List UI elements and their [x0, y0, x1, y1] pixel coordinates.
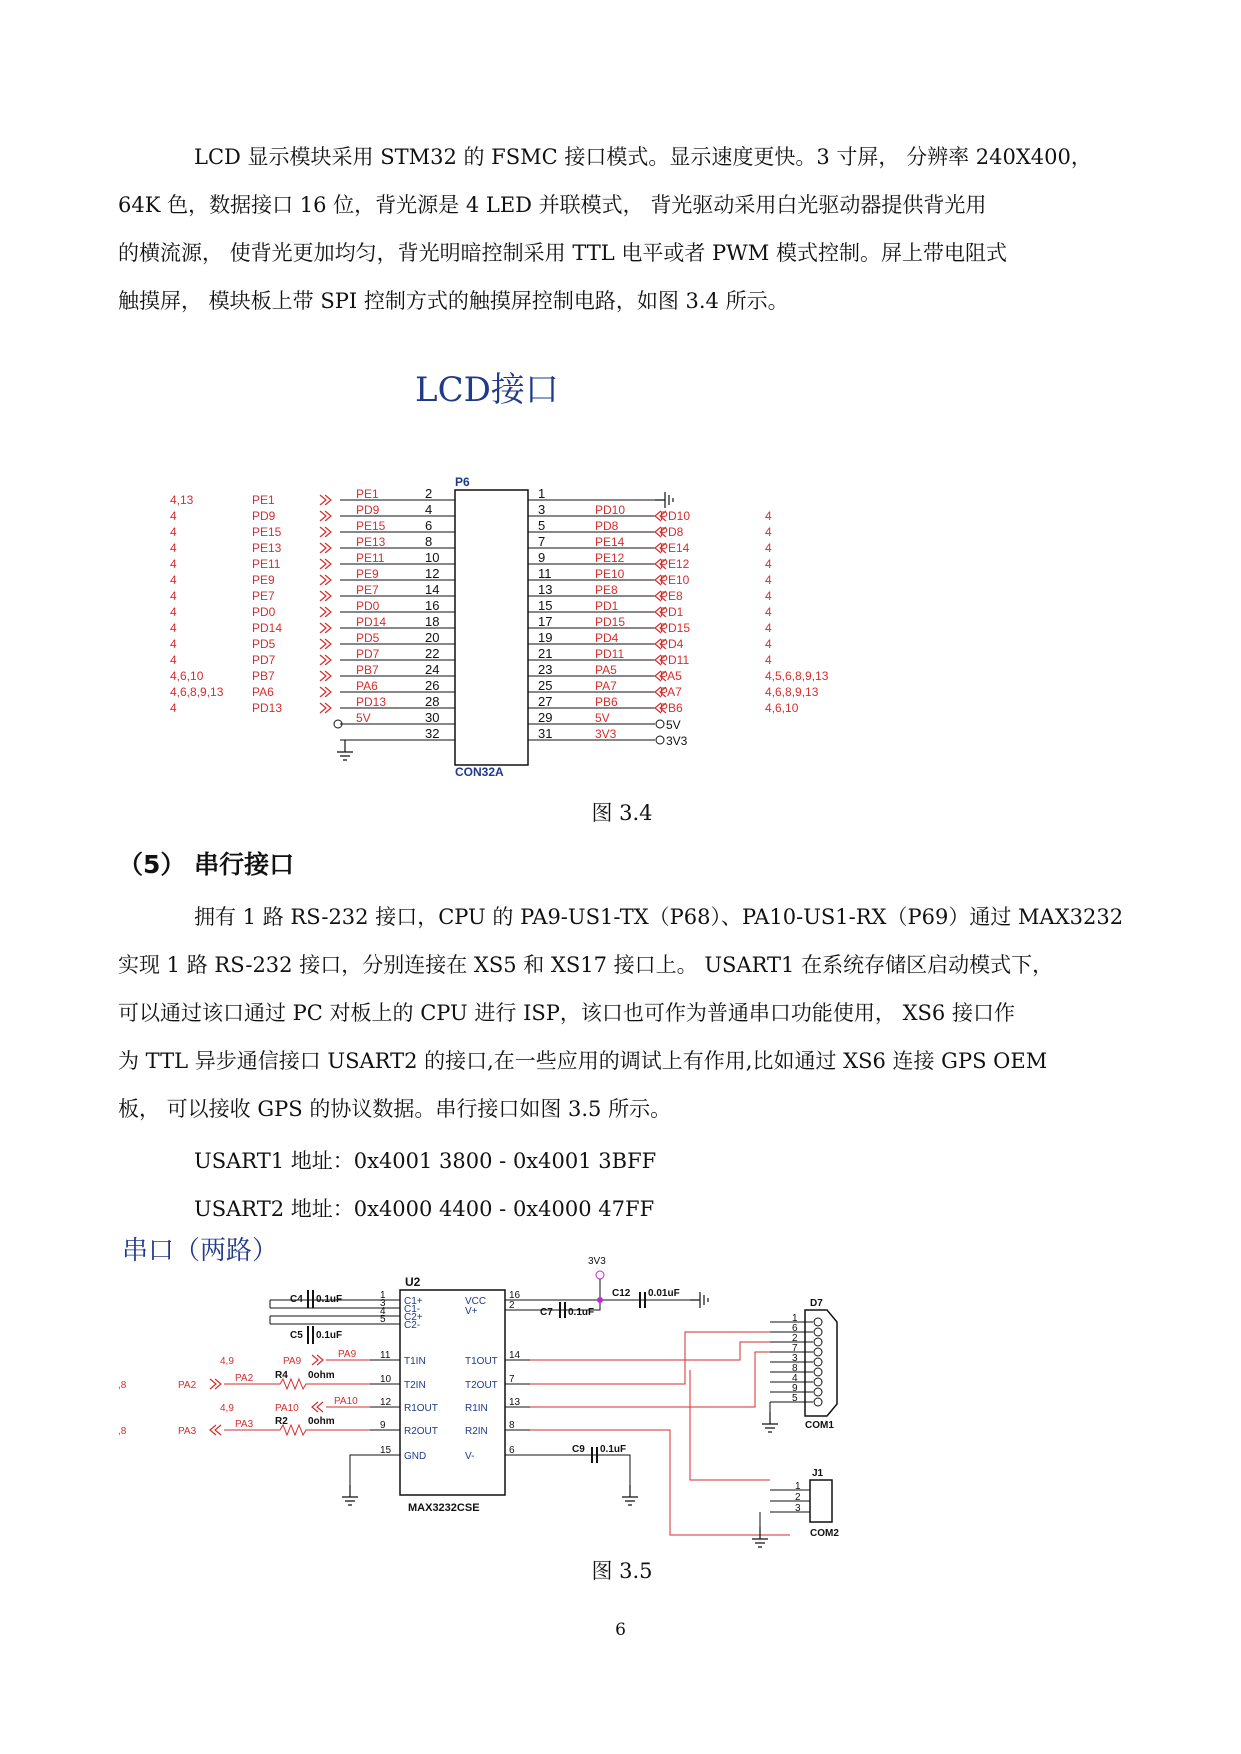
pin-number: 27	[538, 694, 553, 709]
port-arrow	[320, 575, 331, 585]
intro-line: 的横流源， 使背光更加均匀，背光明暗控制采用 TTL 电平或者 PWM 模式控制。屏上带电阻式	[118, 241, 1007, 265]
pin-number: 22	[425, 646, 440, 661]
port-arrow	[210, 1379, 221, 1389]
net-label: PD1	[595, 599, 619, 613]
port-label: PE12	[660, 557, 690, 571]
ground-icon	[655, 492, 673, 508]
port-arrow	[312, 1355, 323, 1365]
net-label: PE7	[356, 583, 379, 597]
pin-number: 7	[792, 1343, 798, 1354]
port-label: PE7	[252, 589, 275, 603]
pin-number: 9	[538, 550, 546, 565]
connector-ref: J1	[812, 1468, 824, 1479]
pin-number: 10	[380, 1374, 392, 1385]
cap-value: 0.1uF	[316, 1294, 343, 1305]
port-label: PE11	[252, 557, 281, 571]
pin-number: 32	[425, 726, 440, 741]
pin-number: 8	[792, 1363, 798, 1374]
pin-name: V+	[465, 1306, 478, 1317]
header-connector-icon	[810, 1480, 832, 1522]
pin-number: 16	[425, 598, 440, 613]
pin-number: 4	[425, 502, 433, 517]
net-label: PE10	[595, 567, 625, 581]
pin-number: 20	[425, 630, 440, 645]
pin-number: 3	[795, 1503, 801, 1514]
pin-number: 31	[538, 726, 553, 741]
port-ref: 4,6,8,9,13	[765, 685, 819, 699]
port-ref: 4	[170, 637, 177, 651]
gnd-wire	[350, 1455, 370, 1485]
intro-line: 触摸屏， 模块板上带 SPI 控制方式的触摸屏控制电路，如图 3.4 所示。	[118, 289, 789, 313]
port-ref: 4	[170, 653, 177, 667]
pin-number: 6	[792, 1323, 798, 1334]
pin-name: R2IN	[465, 1426, 488, 1437]
pin-number: 13	[538, 582, 553, 597]
net-label: PD5	[356, 631, 380, 645]
port-label: PE1	[252, 493, 275, 507]
net-label: PD13	[356, 695, 387, 709]
pin-name: C1-	[404, 1304, 421, 1315]
pin-name: T1IN	[404, 1356, 426, 1367]
net-label: PA5	[595, 663, 617, 677]
serial-line: 可以通过该口通过 PC 对板上的 CPU 进行 ISP，该口也可作为普通串口功能使用， XS6 接口作	[118, 1001, 1015, 1025]
port-ref: 4	[765, 525, 772, 539]
net-label: PE14	[595, 535, 625, 549]
power-terminal	[656, 720, 664, 728]
pin-number: 17	[538, 614, 553, 629]
port-arrow	[320, 543, 331, 553]
net-label: PE11	[356, 551, 385, 565]
res-value: 0ohm	[308, 1370, 335, 1381]
serial-line: 拥有 1 路 RS-232 接口，CPU 的 PA9-US1-TX（P68）、PA10-US1-RX（P69）通过 MAX3232	[194, 905, 1124, 929]
signal-wire	[690, 1370, 770, 1480]
cap-value: 0.01uF	[648, 1288, 680, 1299]
section-heading: （5） 串行接口	[118, 850, 295, 879]
serial-line: 实现 1 路 RS-232 接口，分别连接在 XS5 和 XS17 接口上。 USART1 在系统存储区启动模式下，	[118, 953, 1054, 977]
port-label: PD1	[660, 605, 684, 619]
res-ref: R2	[275, 1416, 288, 1427]
port-ref: 4,13	[170, 493, 194, 507]
net-label: PA2	[235, 1373, 254, 1384]
port-arrow	[312, 1402, 323, 1412]
signal-wire	[530, 1342, 770, 1360]
pin-number: 7	[509, 1374, 515, 1385]
port-label: PB7	[252, 669, 275, 683]
net-label: PE15	[356, 519, 386, 533]
pin-number: 5	[380, 1314, 386, 1325]
port-ref: 4	[170, 525, 177, 539]
pin-number: 15	[538, 598, 553, 613]
pin-number: 2	[792, 1333, 798, 1344]
port-arrow	[320, 511, 331, 521]
cap-value: 0.1uF	[600, 1444, 627, 1455]
res-ref: R4	[275, 1370, 288, 1381]
net-label: 3V3	[595, 727, 617, 741]
port-label: PD13	[252, 701, 283, 715]
db9-pin	[814, 1378, 822, 1386]
port-ref: 4	[170, 557, 177, 571]
pin-number: 15	[380, 1445, 392, 1456]
port-ref: 4,6,8,9,13	[170, 685, 224, 699]
ic-ref: U2	[405, 1275, 421, 1289]
pin-number: 3	[380, 1298, 386, 1309]
pin-name: C2-	[404, 1320, 421, 1331]
usart2-address: USART2 地址：0x4000 4400 - 0x4000 47FF	[194, 1197, 655, 1221]
port-ref: 4,5,6,8,9,13	[765, 669, 829, 683]
pin-number: 12	[380, 1397, 392, 1408]
port-ref: 4,9	[220, 1356, 234, 1367]
port-ref: ,8	[118, 1380, 127, 1391]
port-arrow	[320, 591, 331, 601]
power-label: 3V3	[588, 1256, 606, 1267]
port-ref: 4	[170, 605, 177, 619]
port-arrow	[320, 527, 331, 537]
pin-number: 1	[795, 1481, 801, 1492]
ground-icon	[622, 1485, 638, 1505]
port-label: PA6	[252, 685, 274, 699]
pin-number: 3	[538, 502, 546, 517]
intro-line: LCD 显示模块采用 STM32 的 FSMC 接口模式。显示速度更快。3 寸屏， 分辨率 240X400，	[194, 145, 1092, 169]
pin-name: R2OUT	[404, 1426, 438, 1437]
figure-3-5-title: 串口（两路）	[122, 1236, 279, 1266]
net-label: PB6	[595, 695, 618, 709]
port-ref: 4	[765, 653, 772, 667]
port-label: PE8	[660, 589, 683, 603]
pin-number: 5	[538, 518, 546, 533]
pin-number: 18	[425, 614, 440, 629]
pin-number: 11	[380, 1350, 391, 1361]
pin-number: 7	[538, 534, 546, 549]
connector-part: CON32A	[455, 765, 504, 779]
intro-paragraph	[118, 133, 1158, 325]
cap-value: 0.1uF	[316, 1330, 343, 1341]
net-label: PA9	[338, 1349, 357, 1360]
pin-number: 10	[425, 550, 440, 565]
pin-number: 21	[538, 646, 553, 661]
pin-number: 23	[538, 662, 553, 677]
capacitor-icon	[308, 1326, 313, 1344]
cap-wire	[530, 1455, 630, 1485]
net-label: PB7	[356, 663, 379, 677]
pin-number: 2	[509, 1300, 515, 1311]
pin-number: 11	[538, 566, 552, 581]
ground-icon	[752, 1527, 768, 1547]
pin-number: 5	[792, 1393, 798, 1404]
port-arrow	[320, 639, 331, 649]
signal-wire	[530, 1332, 770, 1384]
net-label: 5V	[595, 711, 610, 725]
figure-3-4-caption: 图 3.4	[591, 801, 653, 825]
pin-number: 6	[509, 1445, 515, 1456]
port-label: PD8	[660, 525, 684, 539]
pin-name: VCC	[465, 1296, 487, 1307]
pin-number: 28	[425, 694, 440, 709]
net-label: PE12	[595, 551, 625, 565]
pin-number: 25	[538, 678, 553, 693]
pin-number: 29	[538, 710, 553, 725]
connector-body	[455, 490, 528, 765]
pin-number: 12	[425, 566, 440, 581]
ground-icon	[342, 1485, 358, 1505]
pin-number: 14	[509, 1350, 521, 1361]
port-ref: 4	[765, 605, 772, 619]
net-label: PE9	[356, 567, 379, 581]
port-ref: 4	[765, 573, 772, 587]
pin-number: 14	[425, 582, 440, 597]
net-label: PD15	[595, 615, 626, 629]
port-label: PA7	[660, 685, 682, 699]
pin-number: 1	[538, 486, 546, 501]
pin-number: 3	[792, 1353, 798, 1364]
ic-part: MAX3232CSE	[408, 1502, 480, 1514]
cap-ref: C12	[612, 1288, 631, 1299]
port-ref: 4	[170, 509, 177, 523]
power-label: 3V3	[666, 734, 688, 748]
figure-3-5-caption: 图 3.5	[591, 1559, 653, 1583]
serial-interface-schematic	[0, 1250, 1241, 1550]
serial-paragraph	[118, 893, 1158, 1133]
lcd-connector-schematic	[0, 470, 1241, 790]
pin-name: V-	[465, 1451, 475, 1462]
port-label: PB6	[660, 701, 683, 715]
net-label: PA10	[334, 1396, 358, 1407]
ground-icon	[337, 740, 353, 760]
pin-number: 1	[792, 1313, 798, 1324]
port-ref: 4	[765, 621, 772, 635]
net-label: PD7	[356, 647, 380, 661]
port-arrow	[320, 671, 331, 681]
connector-ref: D7	[810, 1298, 823, 1309]
port-label: PD11	[660, 653, 690, 667]
cap-wire	[270, 1316, 370, 1324]
port-ref: 4	[170, 621, 177, 635]
net-label: PA3	[235, 1419, 254, 1430]
usart1-address: USART1 地址：0x4001 3800 - 0x4001 3BFF	[194, 1149, 657, 1173]
res-value: 0ohm	[308, 1416, 335, 1427]
pin-number: 4	[380, 1306, 386, 1317]
power-terminal	[596, 1271, 604, 1279]
connector-name: COM2	[810, 1528, 839, 1539]
port-label: PE10	[660, 573, 690, 587]
port-label: PA10	[275, 1403, 299, 1414]
port-arrow	[320, 703, 331, 713]
port-ref: 4	[765, 541, 772, 555]
cap-ref: C9	[572, 1444, 585, 1455]
pin-number: 19	[538, 630, 553, 645]
pin-number: 2	[795, 1492, 801, 1503]
port-label: PD10	[660, 509, 691, 523]
net-label: PA7	[595, 679, 617, 693]
cap-ref: C7	[540, 1307, 553, 1318]
pin-number: 13	[509, 1397, 521, 1408]
port-arrow	[320, 655, 331, 665]
pin-name: GND	[404, 1451, 427, 1462]
port-ref: 4	[170, 589, 177, 603]
pin-name: R1IN	[465, 1403, 488, 1414]
power-terminal	[656, 736, 664, 744]
port-label: PD14	[252, 621, 283, 635]
port-ref: 4	[765, 637, 772, 651]
net-label: PE13	[356, 535, 386, 549]
junction-dot	[597, 1297, 603, 1303]
net-label: PD14	[356, 615, 387, 629]
net-label: PE8	[595, 583, 618, 597]
connector-name: COM1	[805, 1420, 834, 1431]
pin-number: 16	[509, 1290, 521, 1301]
port-label: PA2	[178, 1380, 197, 1391]
net-label: PA6	[356, 679, 378, 693]
pin-name: T2IN	[404, 1380, 426, 1391]
pin-number: 4	[792, 1373, 798, 1384]
port-label: PD5	[252, 637, 276, 651]
port-arrow	[320, 607, 331, 617]
db9-pin	[814, 1328, 822, 1336]
cap-value: 0.1uF	[568, 1307, 595, 1318]
port-ref: 4	[765, 557, 772, 571]
pin-number: 30	[425, 710, 440, 725]
port-ref: 4	[170, 573, 177, 587]
db9-pin	[814, 1368, 822, 1376]
connector-name: P6	[455, 475, 470, 489]
capacitor-icon	[308, 1290, 313, 1308]
port-label: PD15	[660, 621, 691, 635]
db9-pin	[814, 1358, 822, 1366]
pin-number: 8	[509, 1420, 515, 1431]
ground-icon	[690, 1292, 708, 1308]
cap-ref: C5	[290, 1330, 303, 1341]
pin-number: 2	[425, 486, 433, 501]
pin-number: 6	[425, 518, 433, 533]
signal-wire	[530, 1430, 790, 1535]
port-label: PE13	[252, 541, 282, 555]
net-label: PD10	[595, 503, 626, 517]
db9-pin	[814, 1398, 822, 1406]
port-arrow	[320, 559, 331, 569]
net-label: PD0	[356, 599, 380, 613]
db9-pin	[814, 1338, 822, 1346]
port-arrow	[320, 623, 331, 633]
pin-number: 9	[380, 1420, 386, 1431]
pin-name: C2+	[404, 1312, 423, 1323]
db9-pin	[814, 1388, 822, 1396]
port-label: PD9	[252, 509, 276, 523]
port-label: PA5	[660, 669, 682, 683]
figure-3-4-title: LCD接口	[415, 370, 559, 410]
pin-name: C1+	[404, 1296, 423, 1307]
net-label: PD9	[356, 503, 380, 517]
pin-number: 1	[380, 1290, 386, 1301]
serial-line: 为 TTL 异步通信接口 USART2 的接口,在一些应用的调试上有作用,比如通过 XS6 连接 GPS OEM	[118, 1049, 1048, 1073]
port-ref: 4	[170, 541, 177, 555]
net-label: PD4	[595, 631, 619, 645]
db9-pin	[814, 1348, 822, 1356]
pin-name: R1OUT	[404, 1403, 438, 1414]
pin-number: 8	[425, 534, 433, 549]
net-label: PD11	[595, 647, 625, 661]
pin-name: T1OUT	[465, 1356, 498, 1367]
port-ref: 4,9	[220, 1403, 234, 1414]
port-label: PD4	[660, 637, 684, 651]
pin-number: 26	[425, 678, 440, 693]
port-ref: 4	[765, 509, 772, 523]
port-arrow	[210, 1425, 221, 1435]
port-ref: ,8	[118, 1426, 127, 1437]
port-label: PD7	[252, 653, 276, 667]
power-label: 5V	[666, 718, 681, 732]
pin-number: 24	[425, 662, 440, 677]
port-ref: 4	[170, 701, 177, 715]
cap-ref: C4	[290, 1294, 303, 1305]
intro-line: 64K 色，数据接口 16 位，背光源是 4 LED 并联模式， 背光驱动采用白光驱动器提供背光用	[118, 193, 987, 217]
port-label: PE15	[252, 525, 282, 539]
ground-icon	[762, 1412, 778, 1432]
port-label: PE9	[252, 573, 275, 587]
port-label: PA9	[283, 1356, 302, 1367]
port-label: PD0	[252, 605, 276, 619]
port-ref: 4,6,10	[765, 701, 799, 715]
pin-name: T2OUT	[465, 1380, 498, 1391]
port-label: PA3	[178, 1426, 197, 1437]
db9-pin	[814, 1318, 822, 1326]
serial-line: 板， 可以接收 GPS 的协议数据。串行接口如图 3.5 所示。	[118, 1097, 672, 1121]
port-arrow	[320, 687, 331, 697]
net-label: PD8	[595, 519, 619, 533]
page-number: 6	[615, 1620, 626, 1640]
port-ref: 4	[765, 589, 772, 603]
net-label: 5V	[356, 711, 371, 725]
pin-number: 9	[792, 1383, 798, 1394]
net-label: PE1	[356, 487, 379, 501]
port-ref: 4,6,10	[170, 669, 204, 683]
port-arrow	[320, 495, 331, 505]
port-label: PE14	[660, 541, 690, 555]
